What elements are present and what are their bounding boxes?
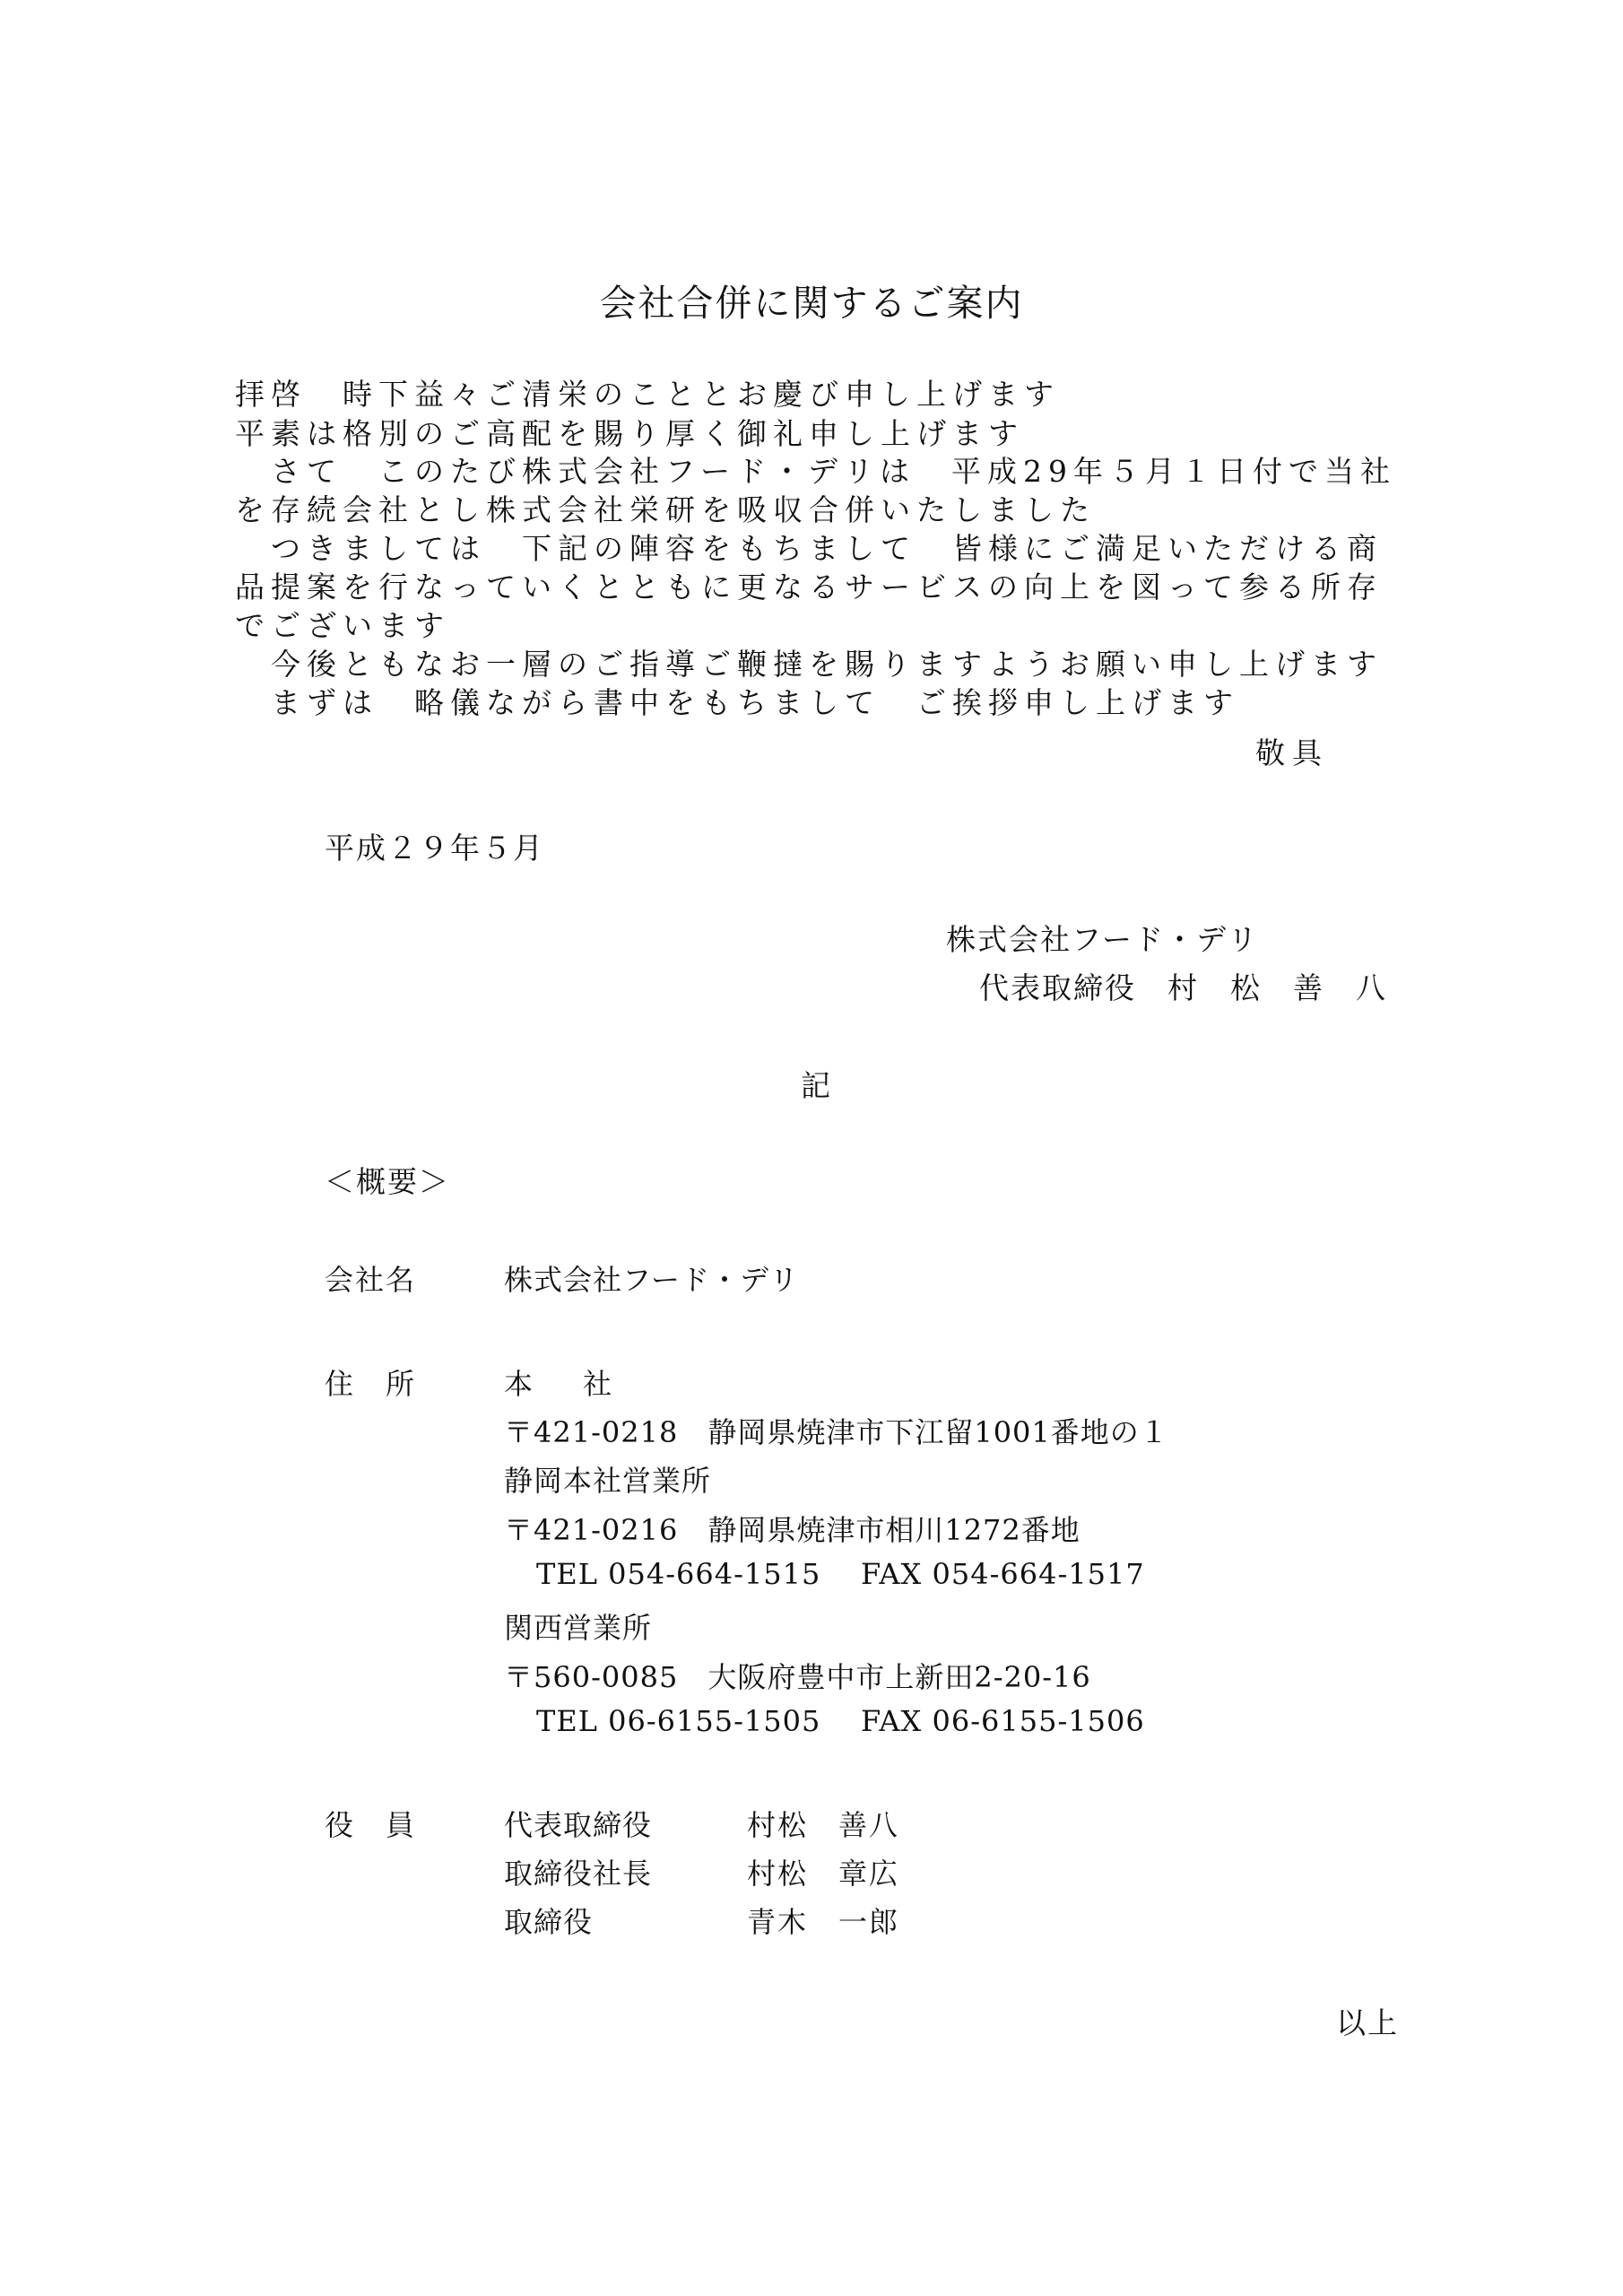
officer-name: 村松 章広 [747, 1857, 900, 1891]
kansai-office-fax: FAX 06-6155-1506 [861, 1704, 1145, 1738]
letter-date: 平成２９年５月 [325, 831, 544, 865]
letter-line-1: 拝啓 時下益々ご清栄のこととお慶び申し上げます [235, 377, 1060, 412]
kansai-office-tel: TEL 06-6155-1505 [536, 1704, 821, 1738]
hq-address: 〒421-0218 静岡県焼津市下江留1001番地の１ [504, 1415, 1169, 1449]
officers-label: 役 員 [325, 1808, 417, 1842]
shizuoka-office-fax: FAX 054-664-1517 [861, 1557, 1145, 1591]
letter-line-4: を存続会社とし株式会社栄研を吸収合併いたしました [235, 492, 1096, 527]
letter-line-9: まずは 略儀ながら書中をもちまして ご挨拶申し上げます [235, 685, 1239, 720]
overview-heading: ＜概要＞ [325, 1164, 450, 1199]
hq-label: 本 社 [504, 1367, 623, 1401]
officer-title: 取締役 [504, 1905, 594, 1939]
shizuoka-office-tel: TEL 054-664-1515 [536, 1557, 821, 1591]
officer-name: 青木 一郎 [747, 1905, 900, 1939]
company-label: 会社名 [325, 1263, 417, 1297]
letter-line-6: 品提案を行なっていくとともに更なるサービスの向上を図って参る所存 [235, 570, 1383, 604]
kansai-office-address: 〒560-0085 大阪府豊中市上新田2-20-16 [504, 1660, 1091, 1694]
letter-line-8: 今後ともなお一層のご指導ご鞭撻を賜りますようお願い申し上げます [235, 647, 1383, 682]
address-label: 住 所 [325, 1367, 417, 1401]
officer-title: 代表取締役 [504, 1808, 653, 1842]
page-title: 会社合併に関するご案内 [599, 282, 1024, 325]
closing-keigu: 敬具 [1255, 735, 1329, 770]
company-value: 株式会社フード・デリ [504, 1263, 800, 1297]
officer-title: 取締役社長 [504, 1857, 653, 1891]
kansai-office-label: 関西営業所 [504, 1611, 653, 1645]
letter-line-5: つきましては 下記の陣容をもちまして 皆様にご満足いただける商 [235, 531, 1383, 566]
letter-line-2: 平素は格別のご高配を賜り厚く御礼申し上げます [235, 416, 1024, 451]
sender-representative: 代表取締役 村 松 善 八 [979, 970, 1387, 1005]
end-marker: 以上 [1336, 2005, 1399, 2040]
letter-line-3: さて このたび株式会社フード・デリは 平成29年５月１日付で当社 [235, 454, 1397, 489]
sender-company: 株式会社フード・デリ [946, 922, 1260, 957]
shizuoka-office-label: 静岡本社営業所 [504, 1464, 712, 1498]
officer-name: 村松 善八 [747, 1808, 900, 1842]
ki-heading: 記 [801, 1068, 832, 1103]
shizuoka-office-address: 〒421-0216 静岡県焼津市相川1272番地 [504, 1513, 1081, 1547]
letter-line-7: でございます [235, 608, 450, 643]
